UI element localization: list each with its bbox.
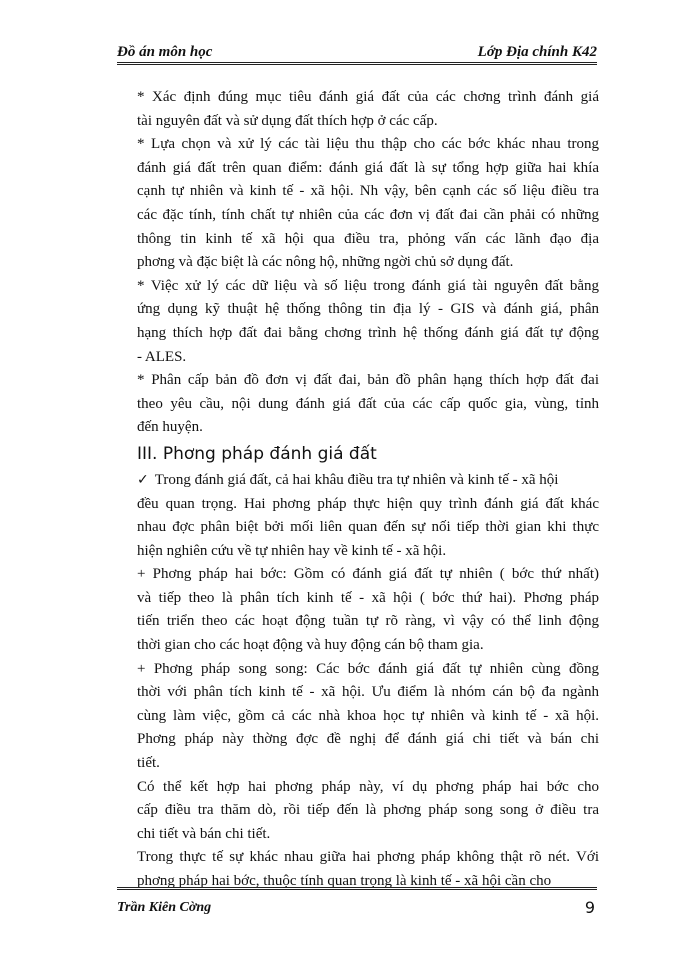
text-line: hiện nghiên cứu về tự nhiên hay về kinh tế - xã hội. [137,542,447,559]
text-line: tiết. [137,755,160,772]
page-footer [117,896,597,920]
intro-bullets [137,86,599,440]
page-body [137,86,599,894]
text-line: Trong thực tế sự khác nhau giữa hai phơng pháp không thật rõ nét. Với [137,849,599,866]
text-line: * Phân cấp bản đồ đơn vị đất đai, bản đồ phân hạng thích hợp đất đai [137,372,599,389]
text-line: tài nguyên đất và sử dụng đất thích hợp ở các cấp. [137,112,438,129]
section-content [137,469,599,894]
header-divider [117,62,597,65]
paragraph [137,563,599,657]
text-line: chi tiết và bán chi tiết. [137,825,271,842]
paragraph [137,776,599,847]
text-line: * Việc xử lý các dữ liệu và số liệu trong đánh giá tài nguyên đất bằng [137,277,599,294]
text-line: Phơng pháp này thờng đợc đề nghị để đánh giá chi tiết và bán chi [137,731,599,748]
text-line: + Phơng pháp song song: Các bớc đánh giá đất tự nhiên cùng đồng [137,660,599,677]
checkmark-icon: ✓ [137,471,149,488]
text-line: thời với phân tích kinh tế - xã hội. Ưu điểm là nhóm cán bộ đa ngành [137,684,599,701]
page-header [117,40,597,64]
text-line: đến huyện. [137,419,203,436]
text-line: Trong đánh giá đất, cả hai khâu điều tra tự nhiên và kinh tế - xã hội [154,471,559,488]
header-course-title: Đồ án môn học [117,44,213,60]
paragraph [137,369,599,440]
text-line: cùng làm việc, gồm cả các nhà khoa học tự nhiên và kinh tế - xã hội. [137,707,599,724]
page-number: 9 [584,898,595,917]
paragraph [137,275,599,369]
paragraph [137,469,599,563]
text-line: nhau đợc phân biệt bởi mối liên quan đến sự nối tiếp thời gian khi thực [137,519,599,536]
paragraph [137,658,599,776]
text-line: đánh giá đất trên quan điểm: đánh giá đất là sự tổng hợp giữa hai khía [137,159,599,176]
text-line: ứng dụng kỹ thuật hệ thống thông tin địa lý - GIS và đánh giá, phân [137,301,599,318]
text-line: + Phơng pháp hai bớc: Gồm có đánh giá đất tự nhiên ( bớc thứ nhất) [137,566,599,583]
text-line: theo yêu cầu, nội dung đánh giá đất của các cấp quốc gia, vùng, tỉnh [137,395,599,412]
text-line: cấp điều tra thăm dò, rồi tiếp đến là phơng pháp song song ở điều tra [137,802,599,819]
text-line: * Lựa chọn và xử lý các tài liệu thu thập cho các bớc khác nhau trong [137,136,599,153]
text-line: đều quan trọng. Hai phơng pháp thực hiện quy trình đánh giá đất khác [137,495,599,512]
text-line: phơng và đặc biệt là các nông hộ, những ngời chủ sở dụng đất. [137,254,514,271]
header-class-name: Lớp Địa chính K42 [477,44,597,60]
text-line: - ALES. [137,348,187,365]
text-line: các đặc tính, tính chất tự nhiên của các đơn vị đất đai cần phải có những [137,206,599,223]
footer-divider [117,887,597,890]
text-line: Có thể kết hợp hai phơng pháp này, ví dụ phơng pháp hai bớc cho [137,778,599,795]
text-line: * Xác định đúng mục tiêu đánh giá đất của các chơng trình đánh giá [137,89,599,105]
text-line: cạnh tự nhiên và kinh tế - xã hội. Nh vậy, bên cạnh các số liệu điều tra [137,183,599,200]
paragraph [137,86,599,133]
footer-author: Trần Kiên Cờng [117,900,212,915]
text-line: hạng thích hợp đất đai bằng chơng trình hệ thống đánh giá đất tự động [137,324,599,341]
text-line: và tiếp theo là phân tích kinh tế - xã hội ( bớc thứ hai). Phơng pháp [137,589,599,606]
text-line: thời gian cho các hoạt động và huy động cán bộ tham gia. [137,637,484,654]
text-line: thông tin kinh tế xã hội qua điều tra, phỏng vấn các lãnh đạo địa [137,230,599,247]
text-line: tiến triển theo các hoạt động tuần tự rõ ràng, vì vậy có thể linh động [137,613,599,630]
text-line: phơng pháp hai bớc, thuộc tính quan trọng là kinh tế - xã hội cần cho [137,873,552,889]
paragraph [137,133,599,275]
section-heading: III. Phơng pháp đánh giá đất [137,443,377,464]
